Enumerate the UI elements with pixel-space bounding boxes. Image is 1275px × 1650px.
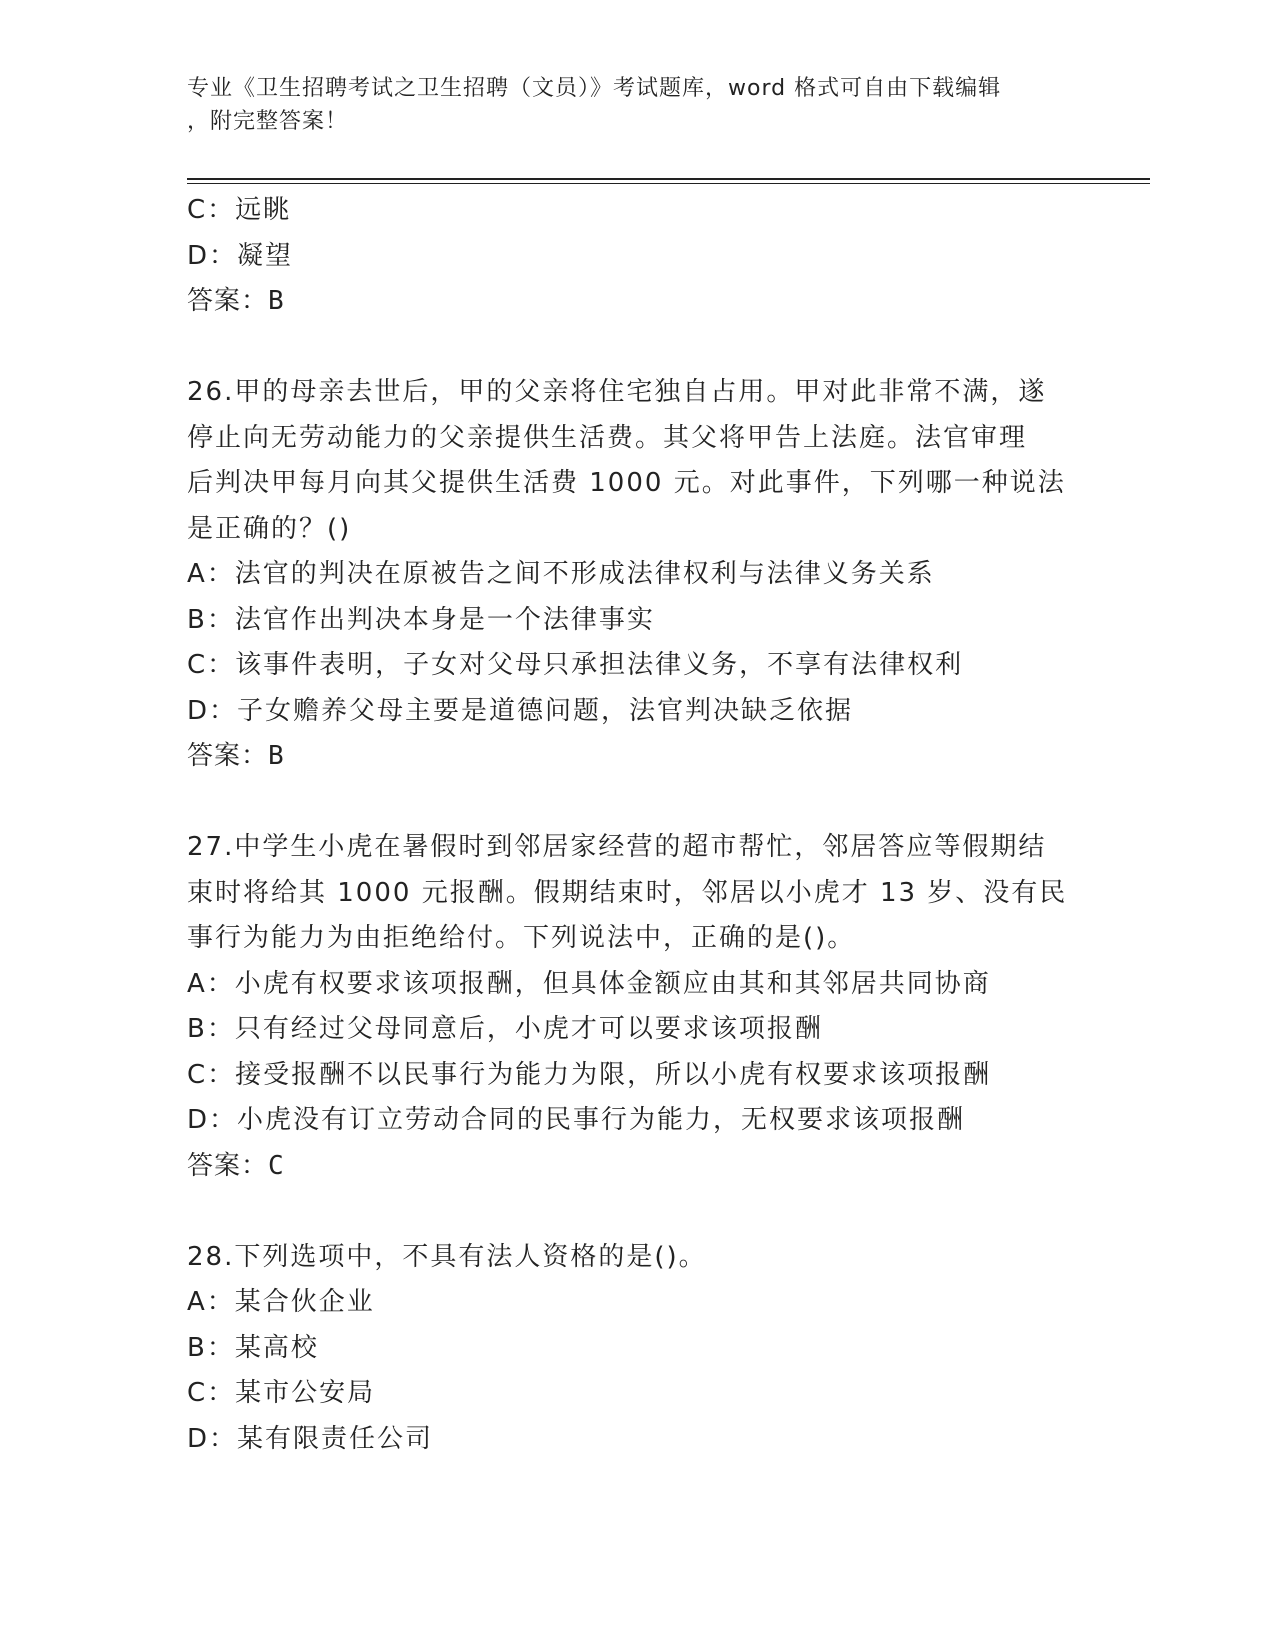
question-28 [187,1235,1087,1463]
option-d: D：小虎没有订立劳动合同的民事行为能力，无权要求该项报酬 [187,1105,966,1135]
continued-question [187,188,1087,325]
question-stem-line: 后判决甲每月向其父提供生活费 1000 元。对此事件，下列哪一种说法 [187,468,1066,498]
question-stem-line: 27.中学生小虎在暑假时到邻居家经营的超市帮忙，邻居答应等假期结 [187,832,1047,862]
question-26 [187,370,1087,780]
answer-value: B [268,741,284,771]
spacer [187,1189,1087,1235]
page-header [187,72,1087,138]
question-stem-line: 26.甲的母亲去世后，甲的父亲将住宅独自占用。甲对此非常不满，遂 [187,377,1047,407]
header-divider-thin [187,183,1150,184]
option-b: B：法官作出判决本身是一个法律事实 [187,604,655,635]
answer-label: 答案： [187,1150,269,1181]
answer [187,734,1087,780]
option-c: C：接受报酬不以民事行为能力为限，所以小虎有权要求该项报酬 [187,1059,992,1090]
question-stem-line: 停止向无劳动能力的父亲提供生活费。其父将甲告上法庭。法官审理 [187,422,1028,453]
header-line: 专业《卫生招聘考试之卫生招聘（文员）》考试题库，word 格式可自由下载编辑 [187,76,1002,101]
answer-value: B [268,286,284,316]
option-d: D：某有限责任公司 [187,1423,434,1454]
option-b: B：某高校 [187,1332,319,1363]
answer [187,279,1087,325]
spacer [187,780,1087,826]
header-line: ，附完整答案！ [187,109,349,134]
answer [187,1144,1087,1190]
option-c: C：该事件表明，子女对父母只承担法律义务，不享有法律权利 [187,650,964,680]
option-a: A：小虎有权要求该项报酬，但具体金额应由其和其邻居共同协商 [187,968,991,999]
option-a: A：某合伙企业 [187,1287,375,1317]
header-divider-thick [187,178,1150,180]
option-c: C：远眺 [187,195,292,225]
question-content [187,188,1087,1462]
question-stem-line: 束时将给其 1000 元报酬。假期结束时，邻居以小虎才 13 岁、没有民 [187,877,1068,908]
option-d: D：子女赡养父母主要是道德问题，法官判决缺乏依据 [187,695,854,726]
answer-label: 答案： [187,286,269,316]
option-a: A：法官的判决在原被告之间不形成法律权利与法律义务关系 [187,559,935,589]
option-b: B：只有经过父母同意后，小虎才可以要求该项报酬 [187,1014,823,1044]
question-stem-line: 是正确的？() [187,513,352,544]
answer-label: 答案： [187,741,269,771]
spacer [187,325,1087,371]
option-d: D：凝望 [187,240,294,271]
question-stem-line: 28.下列选项中，不具有法人资格的是()。 [187,1241,707,1272]
answer-value: C [268,1150,284,1181]
option-c: C：某市公安局 [187,1378,376,1408]
question-stem-line: 事行为能力为由拒绝给付。下列说法中，正确的是()。 [187,923,856,953]
question-27 [187,825,1087,1189]
